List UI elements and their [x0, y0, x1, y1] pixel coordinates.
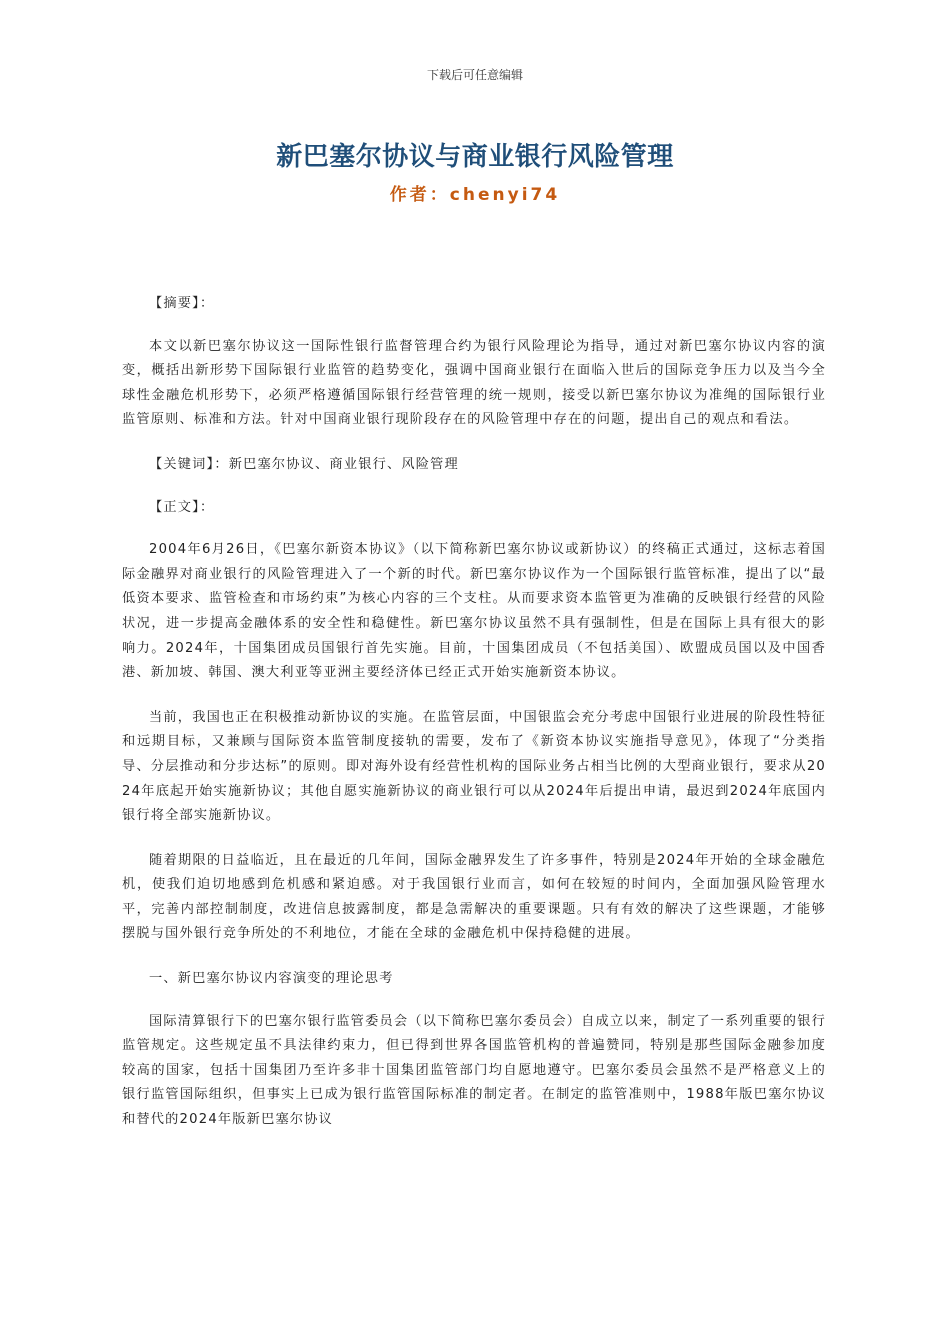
body-label: 【正文】：	[149, 499, 215, 515]
page-header-note: 下载后可任意编辑	[426, 68, 523, 82]
body-paragraph-4: 国际清算银行下的巴塞尔银行监管委员会（以下简称巴塞尔委员会）自成立以来，制定了一系列重要的银行监管规定。这些规定虽不具法律约束力，但已得到世界各国监管机构的普遍赞同，特别是那些国际金融参加度较高的国家，包括十国集团乃至许多非十国集团监管部门均自愿地遵守。巴塞尔委员会虽然不是严格意义上的银行监管国际组织，但事实上已成为银行监管国际标准的制定者。在制定的监管准则中，1988年版巴塞尔协议和替代的2024年版新巴塞尔协议	[122, 1013, 826, 1128]
document-author: 作者：chenyi74	[389, 185, 561, 205]
document-title: 新巴塞尔协议与商业银行风险管理	[276, 142, 674, 172]
abstract-paragraph: 本文以新巴塞尔协议这一国际性银行监督管理合约为银行风险理论为指导，通过对新巴塞尔协议内容的演变，概括出新形势下国际银行业监管的趋势变化，强调中国商业银行在面临入世后的国际竞争压力以及当今全球性金融危机形势下，必须严格遵循国际银行经营管理的统一规则，接受以新巴塞尔协议为准绳的国际银行业监管原则、标准和方法。针对中国商业银行现阶段存在的风险管理中存在的问题，提出自己的观点和看法。	[122, 338, 826, 428]
body-paragraph-3: 随着期限的日益临近，且在最近的几年间，国际金融界发生了许多事件，特别是2024年开始的全球金融危机，使我们迫切地感到危机感和紧迫感。对于我国银行业而言，如何在较短的时间内，全面加强风险管理水平，完善内部控制制度，改进信息披露制度，都是急需解决的重要课题。只有有效的解决了这些课题，才能够摆脱与国外银行竞争所处的不利地位，才能在全球的金融危机中保持稳健的进展。	[122, 852, 826, 942]
document-body	[122, 292, 826, 1153]
keywords-line: 【关键词】：新巴塞尔协议、商业银行、风险管理	[149, 456, 459, 472]
section-heading-1: 一、新巴塞尔协议内容演变的理论思考	[149, 971, 394, 987]
abstract-label: 【摘要】：	[149, 296, 215, 311]
body-paragraph-1: 2004年6月26日，《巴塞尔新资本协议》（以下简称新巴塞尔协议或新协议）的终稿正式通过，这标志着国际金融界对商业银行的风险管理进入了一个新的时代。新巴塞尔协议作为一个国际银行监管标准，提出了以“最低资本要求、监管检查和市场约束”为核心内容的三个支柱。从而要求资本监管更为准确的反映银行经营的风险状况，进一步提高金融体系的安全性和稳健性。新巴塞尔协议虽然不具有强制性，但是在国际上具有很大的影响力。2024年，十国集团成员国银行首先实施。目前，十国集团成员（不包括美国）、欧盟成员国以及中国香港、新加坡、韩国、澳大利亚等亚洲主要经济体已经正式开始实施新资本协议。	[122, 542, 826, 681]
body-paragraph-2: 当前，我国也正在积极推动新协议的实施。在监管层面，中国银监会充分考虑中国银行业进展的阶段性特征和远期目标，又兼顾与国际资本监管制度接轨的需要，发布了《新资本协议实施指导意见》，体现了“分类指导、分层推动和分步达标”的原则。即对海外设有经营性机构的国际业务占相当比例的大型商业银行，要求从2024年底起开始实施新协议；其他自愿实施新协议的商业银行可以从2024年后提出申请，最迟到2024年底国内银行将全部实施新协议。	[122, 709, 826, 824]
